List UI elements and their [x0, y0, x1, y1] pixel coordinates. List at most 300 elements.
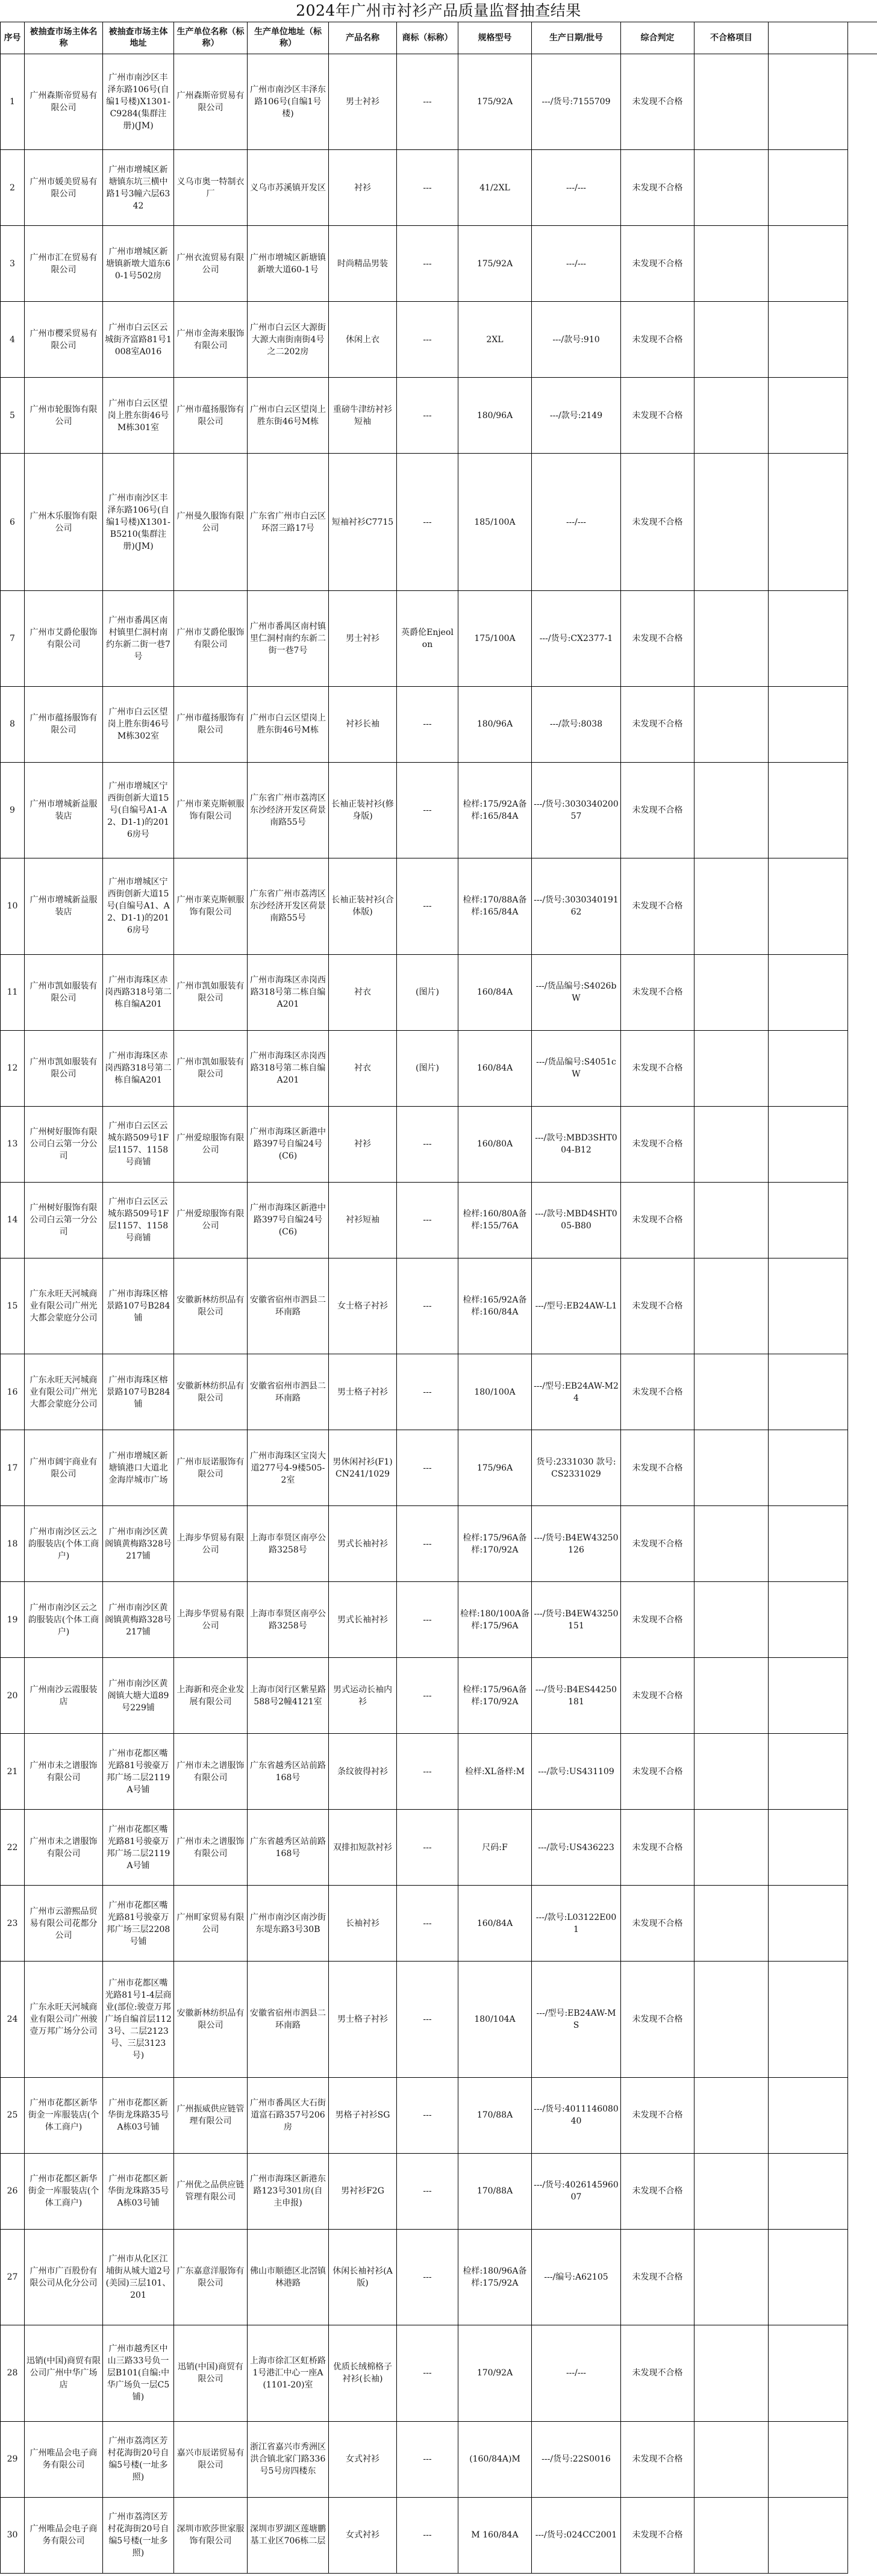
cell-entity: 广州市南沙区云之韵服装店(个体工商户)	[25, 1506, 103, 1582]
cell-spec: 检样:160/80A备样:155/76A	[458, 1182, 532, 1258]
cell-product: 男士衬衫	[329, 54, 397, 150]
cell-brand: ---	[397, 762, 458, 858]
cell-entity: 广州市南沙区云之韵服装店(个体工商户)	[25, 1582, 103, 1658]
table-header-row	[1, 22, 877, 54]
cell-product: 男式运动长袖内衫	[329, 1658, 397, 1734]
cell-entity: 广州市汇在贸易有限公司	[25, 226, 103, 302]
cell-fail	[694, 1354, 769, 1430]
cell-producer: 安徽新林纺织品有限公司	[174, 1354, 248, 1430]
cell-entity: 广州树好服饰有限公司白云第一分公司	[25, 1182, 103, 1258]
cell-seq: 13	[1, 1106, 25, 1182]
cell-address: 广州市白云区云城东路509号1F层1157、1158号商铺	[103, 1106, 174, 1182]
cell-address: 广州市增城区新塘镇新墩大道东60-1号502房	[103, 226, 174, 302]
cell-address: 广州市荔湾区芳村花海街20号自编5号楼(一址多照)	[103, 2497, 174, 2573]
cell-empty	[769, 2325, 848, 2421]
cell-seq: 8	[1, 686, 25, 762]
cell-producer-address: 义乌市苏溪镇开发区	[248, 150, 329, 226]
cell-empty	[769, 1886, 848, 1962]
cell-brand: ---	[397, 2229, 458, 2325]
cell-producer-address: 上海市闵行区紫星路588号2幢4121室	[248, 1658, 329, 1734]
cell-product: 时尚精品男装	[329, 226, 397, 302]
table-row	[1, 2229, 877, 2325]
cell-verdict: 未发现不合格	[621, 2153, 694, 2229]
cell-entity: 广州市未之谱服饰有限公司	[25, 1734, 103, 1810]
cell-product: 长袖衬衫	[329, 1886, 397, 1962]
cell-fail	[694, 590, 769, 686]
cell-date: ---/货号:7155709	[532, 54, 621, 150]
table-row	[1, 1030, 877, 1106]
cell-entity: 迅销(中国)商贸有限公司广州中华广场店	[25, 2325, 103, 2421]
cell-spec: 180/96A	[458, 378, 532, 454]
cell-producer: 上海新和亮企业发展有限公司	[174, 1658, 248, 1734]
cell-spec: 检样:180/96A备样:175/92A	[458, 2229, 532, 2325]
cell-verdict: 未发现不合格	[621, 2325, 694, 2421]
cell-date: ---/型号:EB24AW-L1	[532, 1258, 621, 1354]
cell-verdict: 未发现不合格	[621, 2421, 694, 2497]
cell-verdict: 未发现不合格	[621, 1106, 694, 1182]
cell-producer: 上海步华贸易有限公司	[174, 1582, 248, 1658]
cell-verdict: 未发现不合格	[621, 1582, 694, 1658]
cell-producer: 广州衣流贸易有限公司	[174, 226, 248, 302]
cell-fail	[694, 454, 769, 590]
cell-brand: ---	[397, 150, 458, 226]
page-title: 2024年广州市衬衫产品质量监督抽查结果	[296, 2, 581, 19]
cell-brand: ---	[397, 1354, 458, 1430]
cell-verdict: 未发现不合格	[621, 54, 694, 150]
cell-producer-address: 广州市白云区大源街大源大南街南街4号之二202房	[248, 302, 329, 378]
cell-verdict: 未发现不合格	[621, 2229, 694, 2325]
cell-entity: 广州市广百股份有限公司从化分公司	[25, 2229, 103, 2325]
cell-product: 男士格子衬衫	[329, 1962, 397, 2078]
cell-seq: 25	[1, 2077, 25, 2153]
header-cell: 产品名称	[329, 22, 397, 54]
cell-empty	[769, 2421, 848, 2497]
cell-spec: 160/84A	[458, 1030, 532, 1106]
cell-seq: 14	[1, 1182, 25, 1258]
cell-empty	[769, 150, 848, 226]
cell-producer: 广州市莱克斯顿服饰有限公司	[174, 762, 248, 858]
cell-brand: ---	[397, 1182, 458, 1258]
cell-fail	[694, 2153, 769, 2229]
table-row	[1, 226, 877, 302]
cell-product: 男休闲衬衫(F1)CN241/1029	[329, 1430, 397, 1506]
table-row	[1, 1258, 877, 1354]
cell-entity: 广州市增城新益服装店	[25, 762, 103, 858]
cell-seq: 2	[1, 150, 25, 226]
cell-fail	[694, 150, 769, 226]
cell-brand: ---	[397, 1734, 458, 1810]
cell-product: 男格子衬衫SG	[329, 2077, 397, 2153]
cell-empty	[769, 762, 848, 858]
cell-product: 条纹彼得衬衫	[329, 1734, 397, 1810]
cell-verdict: 未发现不合格	[621, 1430, 694, 1506]
cell-date: ---/型号:EB24AW-M24	[532, 1354, 621, 1430]
cell-empty	[769, 954, 848, 1030]
cell-seq: 5	[1, 378, 25, 454]
cell-address: 广州市花都区嘴光路81号骏豪万邦广场二层2119A号铺	[103, 1734, 174, 1810]
cell-product: 男式长袖衬衫	[329, 1506, 397, 1582]
cell-spec: 160/84A	[458, 954, 532, 1030]
cell-brand: (图片)	[397, 954, 458, 1030]
cell-empty	[769, 302, 848, 378]
cell-verdict: 未发现不合格	[621, 1658, 694, 1734]
cell-address: 广州市增城区宁西街创新大道15号(自编号A1、A2、D1-1)的2016房号	[103, 858, 174, 954]
cell-producer: 安徽新林纺织品有限公司	[174, 1258, 248, 1354]
cell-producer-address: 深圳市罗湖区莲塘鹏基工业区706栋二层	[248, 2497, 329, 2573]
cell-producer-address: 安徽省宿州市泗县二环南路	[248, 1354, 329, 1430]
cell-address: 广州市花都区嘴光路81号骏豪万邦广场三层2208号铺	[103, 1886, 174, 1962]
cell-seq: 11	[1, 954, 25, 1030]
cell-product: 休闲长袖衬衫(A版)	[329, 2229, 397, 2325]
cell-producer: 广州市莱克斯顿服饰有限公司	[174, 858, 248, 954]
cell-empty	[769, 1106, 848, 1182]
cell-fail	[694, 1030, 769, 1106]
table-row	[1, 1354, 877, 1430]
cell-product: 衬衫	[329, 1106, 397, 1182]
cell-brand: ---	[397, 2421, 458, 2497]
header-cell: 生产日期/批号	[532, 22, 621, 54]
cell-spec: 检样:170/88A备样:165/84A	[458, 858, 532, 954]
header-cell: 被抽查市场主体名称	[25, 22, 103, 54]
cell-product: 衬衫短袖	[329, 1182, 397, 1258]
cell-producer: 广州市凯如服装有限公司	[174, 954, 248, 1030]
cell-empty	[769, 378, 848, 454]
cell-producer: 迅销(中国)商贸有限公司	[174, 2325, 248, 2421]
cell-product: 短袖衬衫C7715	[329, 454, 397, 590]
cell-entity: 广州市媛美贸易有限公司	[25, 150, 103, 226]
cell-date: ---/货号:B4EW43250126	[532, 1506, 621, 1582]
cell-entity: 广州木乐服饰有限公司	[25, 454, 103, 590]
table-row	[1, 1734, 877, 1810]
cell-fail	[694, 54, 769, 150]
cell-producer: 广州町家贸易有限公司	[174, 1886, 248, 1962]
cell-brand: ---	[397, 2325, 458, 2421]
cell-product: 衬衫	[329, 150, 397, 226]
cell-spec: 检样:XL备样:M	[458, 1734, 532, 1810]
cell-address: 广州市海珠区赤岗西路318号第二栋自编A201	[103, 954, 174, 1030]
cell-spec: 160/84A	[458, 1886, 532, 1962]
cell-product: 长袖正装衬衫(修身版)	[329, 762, 397, 858]
cell-fail	[694, 1506, 769, 1582]
cell-producer-address: 广州市白云区望岗上胜东街46号M栋	[248, 686, 329, 762]
cell-fail	[694, 2421, 769, 2497]
cell-spec: 185/100A	[458, 454, 532, 590]
cell-verdict: 未发现不合格	[621, 226, 694, 302]
cell-producer: 安徽新林纺织品有限公司	[174, 1962, 248, 2078]
cell-product: 衬衫长袖	[329, 686, 397, 762]
table-row	[1, 858, 877, 954]
cell-empty	[769, 1430, 848, 1506]
cell-spec: M 160/84A	[458, 2497, 532, 2573]
cell-brand: ---	[397, 1258, 458, 1354]
cell-producer-address: 广州市海珠区宝岗大道277号4-9楼505-2室	[248, 1430, 329, 1506]
cell-address: 广州市南沙区丰泽东路106号(自编1号楼)X1301-C9284(集群注册)(JM)	[103, 54, 174, 150]
cell-empty	[769, 590, 848, 686]
cell-product: 衬衣	[329, 954, 397, 1030]
cell-brand: ---	[397, 1430, 458, 1506]
header-cell: 规格型号	[458, 22, 532, 54]
cell-brand: ---	[397, 1582, 458, 1658]
cell-seq: 7	[1, 590, 25, 686]
cell-spec: 180/96A	[458, 686, 532, 762]
table-row	[1, 302, 877, 378]
table-row	[1, 2421, 877, 2497]
cell-address: 广州市花都区嘴光路81号骏豪万邦广场二层2119A号铺	[103, 1810, 174, 1886]
cell-seq: 4	[1, 302, 25, 378]
cell-producer-address: 广州市番禺区大石街道富石路357号206房	[248, 2077, 329, 2153]
cell-product: 男式长袖衬衫	[329, 1582, 397, 1658]
cell-spec: 170/88A	[458, 2153, 532, 2229]
cell-spec: 175/92A	[458, 54, 532, 150]
cell-verdict: 未发现不合格	[621, 454, 694, 590]
cell-address: 广州市南沙区黄阁镇黄梅路328号217铺	[103, 1582, 174, 1658]
cell-product: 衬衣	[329, 1030, 397, 1106]
cell-seq: 1	[1, 54, 25, 150]
cell-seq: 20	[1, 1658, 25, 1734]
cell-entity: 广州市轮服饰有限公司	[25, 378, 103, 454]
cell-fail	[694, 1258, 769, 1354]
cell-date: ---/款号:US436223	[532, 1810, 621, 1886]
cell-producer: 广州振威供应链管理有限公司	[174, 2077, 248, 2153]
cell-date: ---/---	[532, 226, 621, 302]
cell-fail	[694, 2325, 769, 2421]
table-row	[1, 150, 877, 226]
cell-entity: 广州市云游熙品贸易有限公司花都分公司	[25, 1886, 103, 1962]
cell-address: 广州市花都区新华街龙珠路35号A栋03号铺	[103, 2153, 174, 2229]
cell-seq: 9	[1, 762, 25, 858]
cell-producer-address: 广州市南沙区丰泽东路106号(自编1号楼)	[248, 54, 329, 150]
cell-verdict: 未发现不合格	[621, 1734, 694, 1810]
cell-verdict: 未发现不合格	[621, 762, 694, 858]
cell-brand: ---	[397, 1506, 458, 1582]
cell-entity: 广东永旺天河城商业有限公司广州光大都会蒙庭分公司	[25, 1258, 103, 1354]
cell-spec: 检样:175/92A备样:165/84A	[458, 762, 532, 858]
cell-fail	[694, 2077, 769, 2153]
cell-spec: 检样:175/96A备样:170/92A	[458, 1506, 532, 1582]
cell-date: ---/款号:MBD3SHT004-B12	[532, 1106, 621, 1182]
cell-date: ---/货号:401114608040	[532, 2077, 621, 2153]
cell-verdict: 未发现不合格	[621, 590, 694, 686]
table-row	[1, 2325, 877, 2421]
cell-producer: 上海步华贸易有限公司	[174, 1506, 248, 1582]
cell-fail	[694, 1810, 769, 1886]
cell-entity: 广州市凯如服装有限公司	[25, 954, 103, 1030]
cell-seq: 17	[1, 1430, 25, 1506]
cell-address: 广州市白云区望岗上胜东街46号M栋301室	[103, 378, 174, 454]
cell-entity: 广东永旺天河城商业有限公司广州光大都会蒙庭分公司	[25, 1354, 103, 1430]
cell-producer-address: 上海市奉贤区南亭公路3258号	[248, 1506, 329, 1582]
cell-verdict: 未发现不合格	[621, 1886, 694, 1962]
cell-address: 广州市越秀区中山三路33号负一层B101(自编:中华广场负一层C5铺)	[103, 2325, 174, 2421]
cell-producer-address: 广东省广州市白云区环滘三路17号	[248, 454, 329, 590]
cell-product: 优质长绒棉格子衬衫(长袖)	[329, 2325, 397, 2421]
table-row	[1, 454, 877, 590]
cell-empty	[769, 858, 848, 954]
cell-date: ---/货号:B4ES44250181	[532, 1658, 621, 1734]
cell-date: ---/货号:3030340191 62	[532, 858, 621, 954]
cell-verdict: 未发现不合格	[621, 1962, 694, 2078]
header-cell-empty	[848, 22, 877, 54]
cell-date: ---/款号:L03122E001	[532, 1886, 621, 1962]
cell-producer: 广州市蕴扬服饰有限公司	[174, 378, 248, 454]
table-body	[1, 54, 877, 2574]
cell-seq: 3	[1, 226, 25, 302]
table-row	[1, 2153, 877, 2229]
cell-verdict: 未发现不合格	[621, 2497, 694, 2573]
cell-brand: ---	[397, 2077, 458, 2153]
cell-producer: 广州爱琼服饰有限公司	[174, 1182, 248, 1258]
table-row	[1, 1810, 877, 1886]
table-row	[1, 1886, 877, 1962]
cell-brand: ---	[397, 226, 458, 302]
cell-empty	[769, 686, 848, 762]
cell-empty	[769, 1582, 848, 1658]
cell-address: 广州市增城区新塘镇港口大道北金海岸城市广场	[103, 1430, 174, 1506]
cell-date: ---/编号:A62105	[532, 2229, 621, 2325]
cell-verdict: 未发现不合格	[621, 686, 694, 762]
cell-seq: 15	[1, 1258, 25, 1354]
cell-brand: ---	[397, 686, 458, 762]
cell-address: 广州市白云区云城街齐富路81号1008室A016	[103, 302, 174, 378]
cell-entity: 广州市花都区新华街金一库服装店(个体工商户)	[25, 2153, 103, 2229]
cell-fail	[694, 1106, 769, 1182]
cell-address: 广州市花都区嘴光路81号1-4层商业(部位:骏壹万邦广场自编首层1123号、二层2123号、三层3123号)	[103, 1962, 174, 2078]
cell-empty	[769, 1506, 848, 1582]
cell-fail	[694, 858, 769, 954]
cell-fail	[694, 686, 769, 762]
cell-entity: 广州市花都区新华街金一库服装店(个体工商户)	[25, 2077, 103, 2153]
cell-verdict: 未发现不合格	[621, 2077, 694, 2153]
cell-date: ---/款号:910	[532, 302, 621, 378]
cell-brand: ---	[397, 1886, 458, 1962]
cell-seq: 26	[1, 2153, 25, 2229]
cell-fail	[694, 302, 769, 378]
cell-address: 广州市增城区新塘镇东坑三横中路1号3幢六层6342	[103, 150, 174, 226]
cell-product: 休闲上衣	[329, 302, 397, 378]
cell-date: ---/货号:402614596007	[532, 2153, 621, 2229]
cell-producer: 广州曼久服饰有限公司	[174, 454, 248, 590]
cell-date: ---/款号:2149	[532, 378, 621, 454]
cell-date: ---/货号:CX2377-1	[532, 590, 621, 686]
table-row	[1, 762, 877, 858]
cell-empty	[769, 1962, 848, 2078]
cell-address: 广州市从化区江埔街从城大道2号(美园)三层101、201	[103, 2229, 174, 2325]
cell-address: 广州市增城区宁西街创新大道15号(自编号A1-A2、D1-1)的2016房号	[103, 762, 174, 858]
cell-verdict: 未发现不合格	[621, 378, 694, 454]
cell-address: 广州市海珠区榕景路107号B284铺	[103, 1258, 174, 1354]
cell-product: 男衬衫F2G	[329, 2153, 397, 2229]
cell-seq: 18	[1, 1506, 25, 1582]
cell-entity: 广东永旺天河城商业有限公司广州骏壹万邦广场分公司	[25, 1962, 103, 2078]
cell-fail	[694, 226, 769, 302]
cell-brand: ---	[397, 1106, 458, 1182]
cell-brand: (图片)	[397, 1030, 458, 1106]
cell-producer: 广州市艾爵伦服饰有限公司	[174, 590, 248, 686]
cell-date: ---/款号:MBD4SHT005-B80	[532, 1182, 621, 1258]
cell-verdict: 未发现不合格	[621, 302, 694, 378]
table-row	[1, 2077, 877, 2153]
cell-spec: 175/92A	[458, 226, 532, 302]
cell-producer: 广州森斯帝贸易有限公司	[174, 54, 248, 150]
table-row	[1, 1658, 877, 1734]
cell-empty	[769, 2077, 848, 2153]
cell-brand: ---	[397, 454, 458, 590]
cell-entity: 广州市艾爵伦服饰有限公司	[25, 590, 103, 686]
cell-empty	[769, 1258, 848, 1354]
cell-date: ---/型号:EB24AW-MS	[532, 1962, 621, 2078]
results-table	[0, 22, 877, 2574]
cell-producer-address: 上海市奉贤区南亭公路3258号	[248, 1582, 329, 1658]
cell-product: 男士格子衬衫	[329, 1354, 397, 1430]
cell-date: ---/款号:US431109	[532, 1734, 621, 1810]
cell-empty	[769, 1354, 848, 1430]
cell-producer-address: 广州市海珠区新港中路397号自编24号(C6)	[248, 1182, 329, 1258]
header-cell: 综合判定	[621, 22, 694, 54]
cell-spec: 170/88A	[458, 2077, 532, 2153]
table-row	[1, 1106, 877, 1182]
cell-address: 广州市海珠区赤岗西路318号第二栋自编A201	[103, 1030, 174, 1106]
cell-entity: 广州市增城新益服装店	[25, 858, 103, 954]
cell-seq: 29	[1, 2421, 25, 2497]
cell-empty	[769, 54, 848, 150]
cell-empty	[769, 454, 848, 590]
cell-product: 女式衬衫	[329, 2497, 397, 2573]
cell-brand: ---	[397, 1658, 458, 1734]
cell-producer: 广州市未之谱服饰有限公司	[174, 1810, 248, 1886]
cell-seq: 10	[1, 858, 25, 954]
cell-spec: 180/104A	[458, 1962, 532, 2078]
cell-empty	[769, 1734, 848, 1810]
cell-brand: ---	[397, 1962, 458, 2078]
cell-date: ---/---	[532, 454, 621, 590]
table-row	[1, 1582, 877, 1658]
cell-address: 广州市番禺区南村镇里仁洞村南约东新二街一巷7号	[103, 590, 174, 686]
cell-seq: 30	[1, 2497, 25, 2573]
cell-producer: 嘉兴市辰诺贸易有限公司	[174, 2421, 248, 2497]
header-cell	[769, 22, 848, 54]
cell-producer: 义乌市奥一特制衣厂	[174, 150, 248, 226]
cell-spec: 175/96A	[458, 1430, 532, 1506]
table-row	[1, 2497, 877, 2573]
cell-seq: 16	[1, 1354, 25, 1430]
cell-verdict: 未发现不合格	[621, 1030, 694, 1106]
header-cell: 生产单位名称（标称）	[174, 22, 248, 54]
cell-seq: 19	[1, 1582, 25, 1658]
cell-date: ---/---	[532, 150, 621, 226]
cell-spec: 180/100A	[458, 1354, 532, 1430]
cell-verdict: 未发现不合格	[621, 954, 694, 1030]
cell-fail	[694, 1734, 769, 1810]
cell-spec: 170/92A	[458, 2325, 532, 2421]
cell-empty	[769, 2497, 848, 2573]
cell-entity: 广州市樱采贸易有限公司	[25, 302, 103, 378]
cell-entity: 广州森斯帝贸易有限公司	[25, 54, 103, 150]
cell-address: 广州市白云区云城东路509号1F层1157、1158号商铺	[103, 1182, 174, 1258]
cell-fail	[694, 1658, 769, 1734]
cell-empty	[769, 1182, 848, 1258]
cell-brand: ---	[397, 1810, 458, 1886]
table-row	[1, 954, 877, 1030]
cell-entity: 广州市蕴扬服饰有限公司	[25, 686, 103, 762]
cell-spec: 尺码:F	[458, 1810, 532, 1886]
header-cell: 生产单位地址（标称）	[248, 22, 329, 54]
cell-verdict: 未发现不合格	[621, 1506, 694, 1582]
table-row	[1, 1506, 877, 1582]
cell-fail	[694, 1962, 769, 2078]
cell-entity: 广州南沙云霞服装店	[25, 1658, 103, 1734]
cell-spec: (160/84A)M	[458, 2421, 532, 2497]
cell-address: 广州市白云区望岗上胜东街46号M栋302室	[103, 686, 174, 762]
